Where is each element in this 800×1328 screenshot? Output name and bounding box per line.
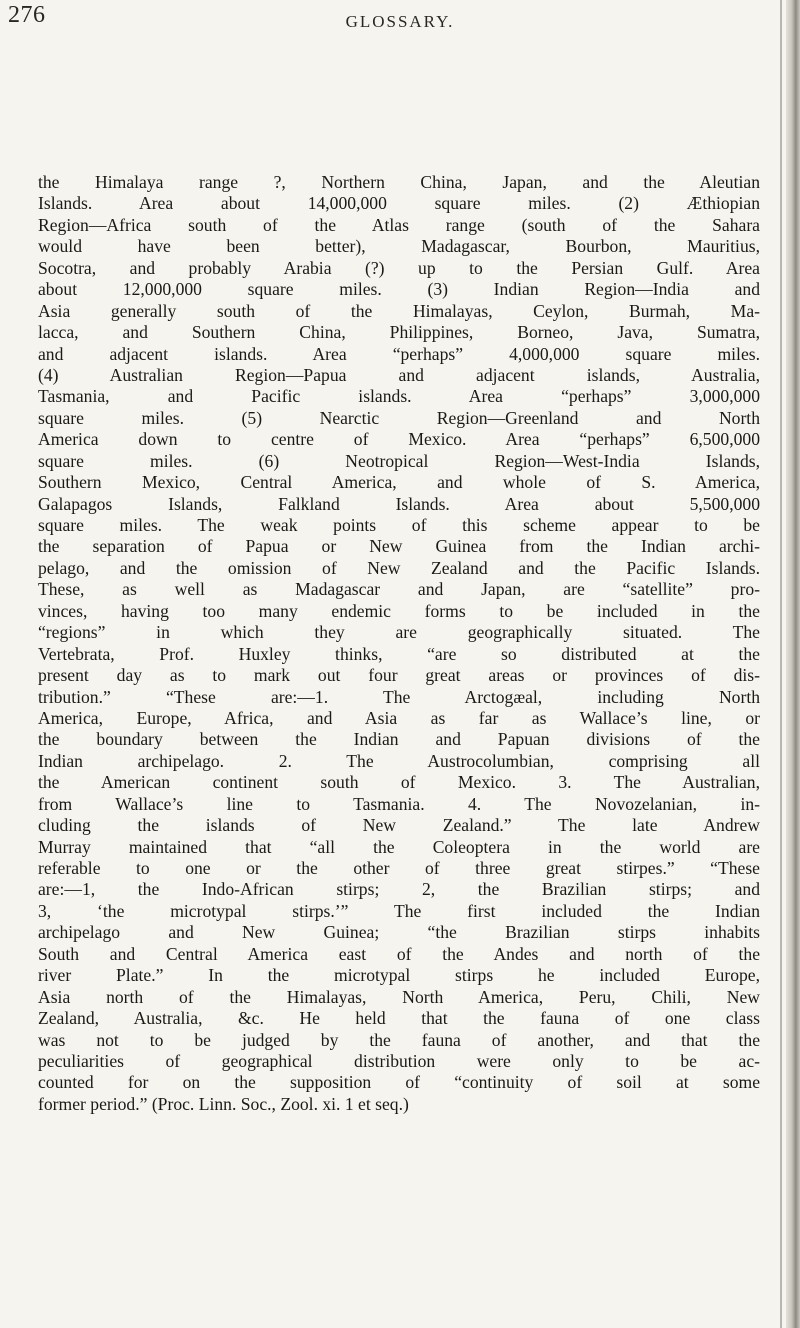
- text-line: Islands. Area about 14,000,000 square miles. (2) Æthiopian: [38, 193, 760, 214]
- text-line: the American continent south of Mexico. 3. The Australian,: [38, 772, 760, 793]
- text-line: Tasmania, and Pacific islands. Area “perhaps” 3,000,000: [38, 386, 760, 407]
- text-line: would have been better), Madagascar, Bourbon, Mauritius,: [38, 236, 760, 257]
- text-line: America down to centre of Mexico. Area “perhaps” 6,500,000: [38, 429, 760, 450]
- text-line: about 12,000,000 square miles. (3) Indian Region—India and: [38, 279, 760, 300]
- text-line: peculiarities of geographical distribution were only to be ac-: [38, 1050, 760, 1071]
- text-line: lacca, and Southern China, Philippines, Borneo, Java, Sumatra,: [38, 322, 760, 343]
- text-line: former period.” (Proc. Linn. Soc., Zool. xi. 1 et seq.): [38, 1093, 409, 1114]
- running-head: GLOSSARY.: [345, 12, 455, 31]
- text-line: tribution.” “These are:—1. The Arctogæal, including North: [38, 686, 760, 707]
- text-line: Vertebrata, Prof. Huxley thinks, “are so distributed at the: [38, 643, 760, 664]
- text-line: are:—1, the Indo-African stirps; 2, the Brazilian stirps; and: [38, 879, 760, 900]
- text-line: Asia north of the Himalayas, North America, Peru, Chili, New: [38, 986, 760, 1007]
- text-line: pelago, and the omission of New Zealand and the Pacific Islands.: [38, 557, 760, 578]
- text-line: the boundary between the Indian and Papuan divisions of the: [38, 729, 760, 750]
- text-line: square miles. (5) Nearctic Region—Greenland and North: [38, 407, 760, 428]
- text-line: Galapagos Islands, Falkland Islands. Area about 5,500,000: [38, 493, 760, 514]
- text-line: referable to one or the other of three great stirpes.” “These: [38, 858, 760, 878]
- text-line: Zealand, Australia, &c. He held that the fauna of one class: [38, 1008, 760, 1029]
- text-line: cluding the islands of New Zealand.” The late Andrew: [38, 815, 760, 836]
- text-line: Indian archipelago. 2. The Austrocolumbian, comprising all: [38, 750, 760, 771]
- text-line: counted for on the supposition of “continuity of soil at some: [38, 1072, 760, 1093]
- text-line: (4) Australian Region—Papua and adjacent islands, Australia,: [38, 364, 760, 385]
- text-line: South and Central America east of the Andes and north of the: [38, 943, 760, 964]
- text-line: Southern Mexico, Central America, and whole of S. America,: [38, 472, 760, 493]
- page-edge-shadow: [780, 0, 782, 1328]
- page-edge: [786, 0, 800, 1328]
- text-line: 3, ‘the microtypal stirps.’” The first included the Indian: [38, 900, 760, 921]
- page-number: 276: [8, 2, 46, 28]
- text-line: Murray maintained that “all the Coleoptera in the world are: [38, 836, 760, 857]
- text-line: Region—Africa south of the Atlas range (south of the Sahara: [38, 214, 760, 235]
- text-line: was not to be judged by the fauna of another, and that the: [38, 1029, 760, 1050]
- text-line: square miles. (6) Neotropical Region—West-India Islands,: [38, 450, 760, 471]
- text-line: Asia generally south of the Himalayas, Ceylon, Burmah, Ma-: [38, 300, 760, 321]
- text-line: present day as to mark out four great areas or provinces of dis-: [38, 665, 760, 686]
- text-line: and adjacent islands. Area “perhaps” 4,000,000 square miles.: [38, 343, 760, 364]
- text-line: river Plate.” In the microtypal stirps he included Europe,: [38, 965, 760, 986]
- text-line: the Himalaya range ?, Northern China, Japan, and the Aleutian: [38, 172, 760, 192]
- text-line: vinces, having too many endemic forms to be included in the: [38, 600, 760, 621]
- text-line: Socotra, and probably Arabia (?) up to the Persian Gulf. Area: [38, 257, 760, 278]
- text-line: These, as well as Madagascar and Japan, are “satellite” pro-: [38, 579, 760, 600]
- glossary-text-body: [38, 172, 760, 1115]
- text-line: archipelago and New Guinea; “the Brazilian stirps inhabits: [38, 922, 760, 943]
- text-line: the separation of Papua or New Guinea from the Indian archi-: [38, 536, 760, 557]
- text-line: from Wallace’s line to Tasmania. 4. The Novozelanian, in-: [38, 793, 760, 814]
- text-line: square miles. The weak points of this scheme appear to be: [38, 515, 760, 535]
- text-line: “regions” in which they are geographically situated. The: [38, 622, 760, 643]
- text-line: America, Europe, Africa, and Asia as far as Wallace’s line, or: [38, 707, 760, 728]
